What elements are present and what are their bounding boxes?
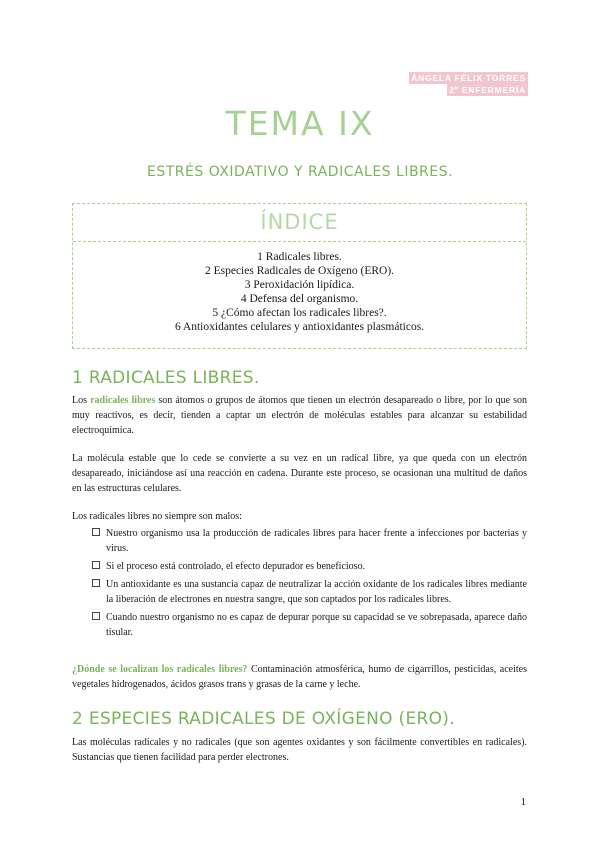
bullet-text: Cuando nuestro organismo no es capaz de depurar porque su capacidad se ve sobrepasada, aparece daño tisular. <box>106 612 527 638</box>
highlight-term: radicales libres <box>90 395 156 406</box>
text-run: Los <box>72 395 91 406</box>
page-subtitle: ESTRÉS OXIDATIVO Y RADICALES LIBRES. <box>147 164 453 180</box>
paragraph-sources <box>72 662 527 692</box>
text-run: Contaminación atmosférica, humo de cigarrillos, pesticidas, aceites vegetales hidrogenados, ácidos grasos trans y grasas de la carne y leche. <box>72 664 528 690</box>
bullet-text: Un antioxidante es una sustancia capaz de neutralizar la acción oxidante de los radicales libres mediante la liberación de electrones en nuestra sangre, que son captados por los radicales libres. <box>106 579 527 605</box>
index-list <box>73 242 526 334</box>
paragraph-chain-reaction: La molécula estable que lo cede se convierte a su vez en un radical libre, ya que queda con un electrón desapareado, iniciándose así una reacción en cadena. Durante este proceso, se ocasionan una multitud de daños en las estructuras celulares. <box>72 453 527 494</box>
list-item <box>92 610 527 640</box>
paragraph-not-always-bad: Los radicales libres no siempre son malos: <box>72 511 242 522</box>
index-item: 5 ¿Cómo afectan los radicales libres?. <box>212 307 387 319</box>
bullet-text: Nuestro organismo usa la producción de radicales libres para hacer frente a infecciones por bacterias y virus. <box>106 528 527 554</box>
index-box <box>72 203 527 349</box>
index-item: 3 Peroxidación lipídica. <box>244 279 355 291</box>
checkbox-icon <box>92 528 100 536</box>
list-item <box>92 577 527 607</box>
page-number: 1 <box>520 796 526 808</box>
checkbox-icon <box>92 579 100 587</box>
author-name: ÁNGELA FÉLIX TORRES <box>411 73 526 83</box>
highlight-question: ¿Dónde se localizan los radicales libres? <box>72 664 248 675</box>
section-heading-1: 1 RADICALES LIBRES. <box>72 368 260 388</box>
author-block <box>409 72 528 96</box>
text-run: son átomos o grupos de átomos que tienen un electrón desapareado o libre, por lo que son muy reactivos, es decir, tienden a captar un electrón de moléculas estables para alcanzar su estabilidad electroquímica. <box>72 395 528 436</box>
checkbox-icon <box>92 612 100 620</box>
index-heading: ÍNDICE <box>73 204 526 242</box>
index-item: 1 Radicales libres. <box>257 251 342 263</box>
index-item: 6 Antioxidantes celulares y antioxidantes plasmáticos. <box>174 321 425 333</box>
paragraph-definition <box>72 393 527 438</box>
checkbox-icon <box>92 561 100 569</box>
page-title: TEMA IX <box>225 104 375 143</box>
index-item: 4 Defensa del organismo. <box>240 293 359 305</box>
bullet-text: Si el proceso está controlado, el efecto depurador es beneficioso. <box>106 561 366 572</box>
author-course: 2º ENFERMERÍA <box>449 85 526 95</box>
index-item: 2 Especies Radicales de Oxígeno (ERO). <box>204 265 395 277</box>
list-item <box>92 559 527 574</box>
bullet-list <box>92 526 527 643</box>
list-item <box>92 526 527 556</box>
section-heading-2: 2 ESPECIES RADICALES DE OXÍGENO (ERO). <box>72 709 455 729</box>
paragraph-ero: Las moléculas radicales y no radicales (que son agentes oxidantes y son fácilmente convertibles en radicales). Sustancias que tienen facilidad para perder electrones. <box>72 737 527 763</box>
